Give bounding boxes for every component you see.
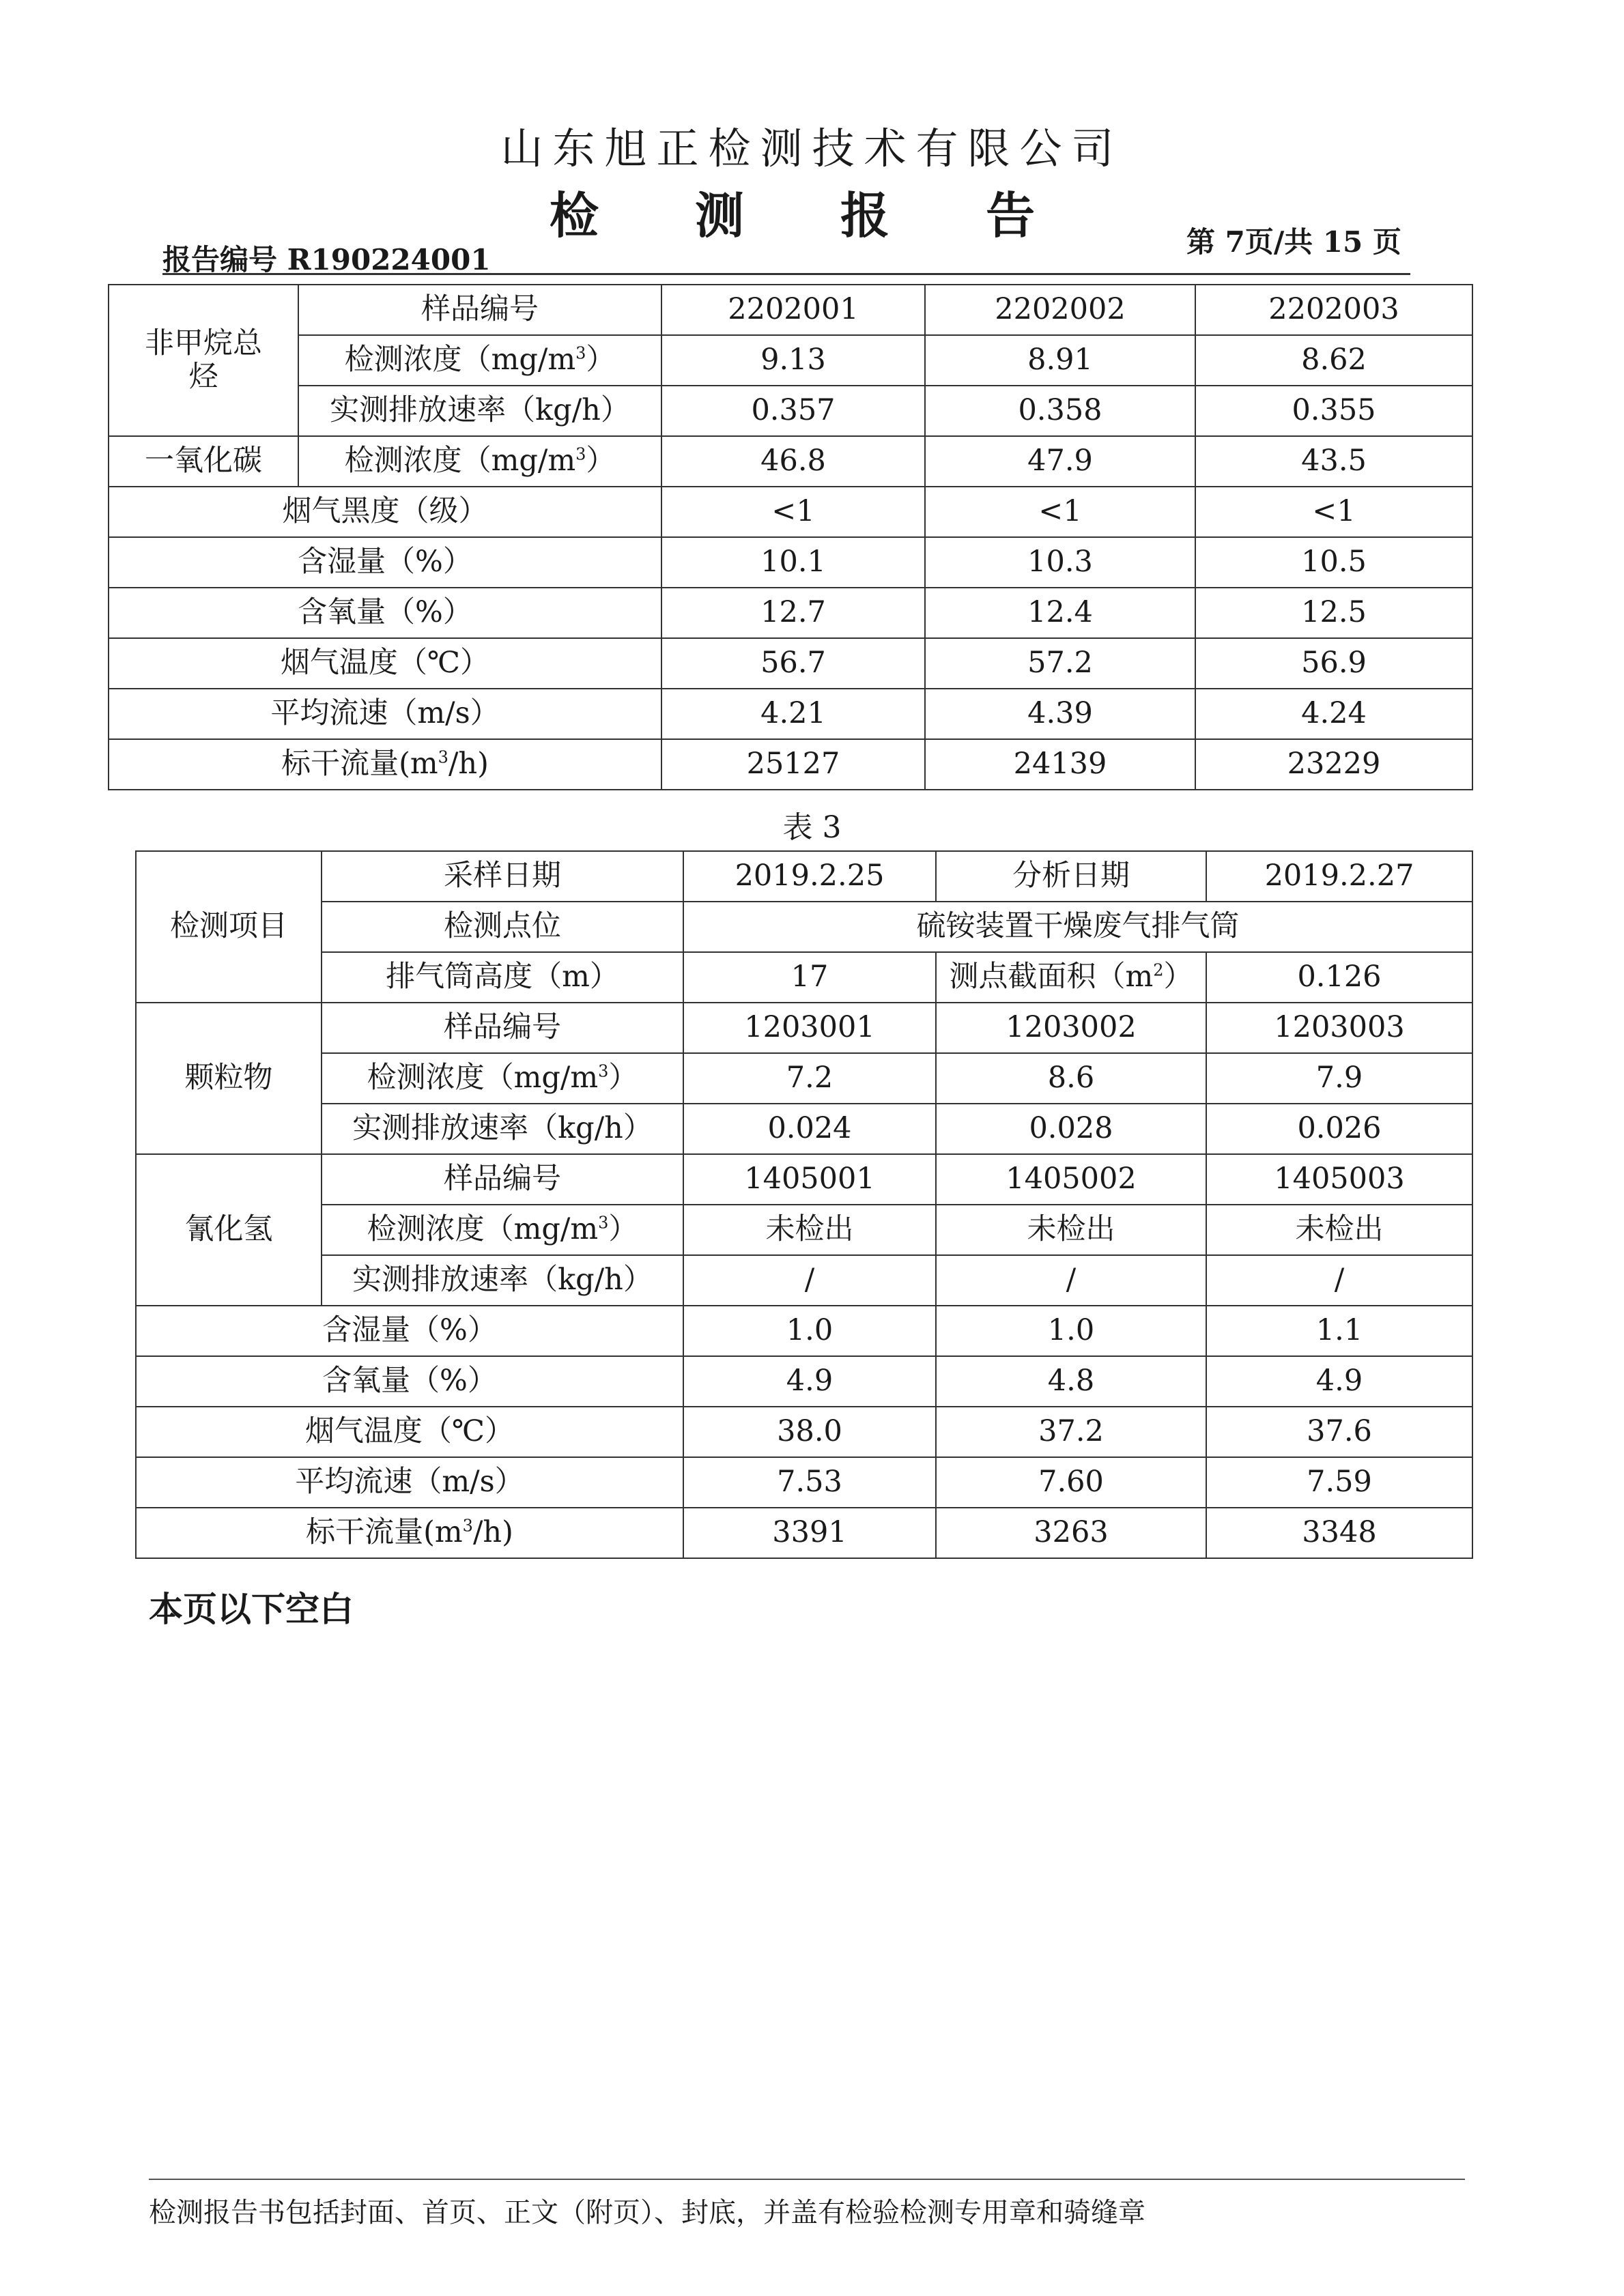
table-cell: <1: [925, 487, 1195, 537]
table-cell: 46.8: [661, 436, 925, 487]
monitoring-point: 硫铵装置干燥废气排气筒: [683, 902, 1472, 952]
results-table-continued: [108, 284, 1473, 790]
table-cell: 24139: [925, 739, 1195, 790]
table-cell: 1203002: [936, 1003, 1206, 1053]
row-label: 检测浓度$(mg/m^3)$: [322, 1053, 683, 1104]
table-cell: 1203003: [1206, 1003, 1472, 1053]
row-label: 平均流速（m/s）: [109, 689, 661, 739]
table-caption: 表 3: [782, 810, 842, 845]
table-cell: 37.6: [1206, 1407, 1472, 1457]
row-label: 标干流量$(m^3/h)$: [109, 739, 661, 790]
table-cell: /: [1206, 1255, 1472, 1306]
row-label: 采样日期: [322, 851, 683, 902]
table-cell: 12.5: [1195, 588, 1472, 638]
table-cell: /: [936, 1255, 1206, 1306]
row-label: 样品编号: [322, 1154, 683, 1205]
table-cell: 47.9: [925, 436, 1195, 487]
table-cell: 1405003: [1206, 1154, 1472, 1205]
table-row: [109, 689, 1472, 739]
table-cell: 4.9: [683, 1356, 936, 1407]
table-row: [136, 902, 1472, 952]
row-label: 烟气黑度（级）: [109, 487, 661, 537]
table-cell: 未检出: [936, 1205, 1206, 1255]
table-row: [136, 1356, 1472, 1407]
row-label: 烟气温度（℃）: [109, 638, 661, 689]
table-cell: 1405001: [683, 1154, 936, 1205]
row-label: 烟气温度（℃）: [136, 1407, 683, 1457]
table-cell: 1203001: [683, 1003, 936, 1053]
table-row: [109, 638, 1472, 689]
table-row: [136, 1205, 1472, 1255]
footer-divider: [149, 2179, 1465, 2180]
table-cell: <1: [661, 487, 925, 537]
row-label: 检测浓度$(mg/m^3)$: [298, 335, 661, 386]
table-cell: 3348: [1206, 1508, 1472, 1558]
blank-page-note: 本页以下空白: [149, 1590, 354, 1629]
table-cell: <1: [1195, 487, 1472, 537]
table-cell: 4.39: [925, 689, 1195, 739]
table-cell: 7.2: [683, 1053, 936, 1104]
table-cell: 10.5: [1195, 537, 1472, 588]
table-cell: 57.2: [925, 638, 1195, 689]
row-label: 检测浓度$(mg/m^3)$: [298, 436, 661, 487]
table-row: [136, 1154, 1472, 1205]
table-cell: 8.62: [1195, 335, 1472, 386]
table-cell: 0.028: [936, 1104, 1206, 1154]
table-cell: 2202003: [1195, 285, 1472, 335]
table-row: [136, 1457, 1472, 1508]
row-label: 含氧量（%）: [136, 1356, 683, 1407]
table-row: [109, 537, 1472, 588]
row-label: 含湿量（%）: [109, 537, 661, 588]
table-row: [136, 1306, 1472, 1356]
table-row: [136, 851, 1472, 902]
item-particulate: 颗粒物: [136, 1003, 322, 1154]
table-cell: 56.9: [1195, 638, 1472, 689]
item-header: 检测项目: [136, 851, 322, 1003]
row-label: 实测排放速率（kg/h）: [298, 386, 661, 436]
table-cell: 8.91: [925, 335, 1195, 386]
table-cell: 0.355: [1195, 386, 1472, 436]
table-row: [109, 335, 1472, 386]
table-cell: 未检出: [1206, 1205, 1472, 1255]
table-cell: 12.4: [925, 588, 1195, 638]
item-nmhc: 非甲烷总烃: [109, 285, 298, 436]
cross-section-area: 0.126: [1206, 952, 1472, 1003]
sampling-date: 2019.2.25: [683, 851, 936, 902]
table-row: [109, 285, 1472, 335]
table-row: [109, 588, 1472, 638]
analysis-date: 2019.2.27: [1206, 851, 1472, 902]
row-label: 平均流速（m/s）: [136, 1457, 683, 1508]
table-row: [136, 1053, 1472, 1104]
row-label: 分析日期: [936, 851, 1206, 902]
table-row: [136, 1255, 1472, 1306]
table-cell: 0.358: [925, 386, 1195, 436]
table-cell: 38.0: [683, 1407, 936, 1457]
table-cell: 2202001: [661, 285, 925, 335]
table-cell: 7.53: [683, 1457, 936, 1508]
table-cell: 8.6: [936, 1053, 1206, 1104]
table-cell: 1.0: [936, 1306, 1206, 1356]
table-cell: 4.8: [936, 1356, 1206, 1407]
row-label: 排气筒高度（m）: [322, 952, 683, 1003]
table-cell: 23229: [1195, 739, 1472, 790]
table-cell: 0.357: [661, 386, 925, 436]
row-label: 标干流量$(m^3/h)$: [136, 1508, 683, 1558]
item-co: 一氧化碳: [109, 436, 298, 487]
row-label: 样品编号: [322, 1003, 683, 1053]
table-cell: 未检出: [683, 1205, 936, 1255]
footer-note: 检测报告书包括封面、首页、正文（附页）、封底，并盖有检验检测专用章和骑缝章: [149, 2197, 1145, 2228]
row-label: 样品编号: [298, 285, 661, 335]
table-cell: 9.13: [661, 335, 925, 386]
table-cell: 43.5: [1195, 436, 1472, 487]
table-row: [136, 1407, 1472, 1457]
table-cell: 1.0: [683, 1306, 936, 1356]
table-cell: 12.7: [661, 588, 925, 638]
row-label: 检测浓度$(mg/m^3)$: [322, 1205, 683, 1255]
stack-height: 17: [683, 952, 936, 1003]
row-label: 测点截面积$(m^2)$: [936, 952, 1206, 1003]
table-cell: 7.59: [1206, 1457, 1472, 1508]
table-cell: 3391: [683, 1508, 936, 1558]
table-row: [109, 386, 1472, 436]
report-title: 检 测 报 告: [549, 186, 1075, 244]
table-cell: 1.1: [1206, 1306, 1472, 1356]
table-cell: 2202002: [925, 285, 1195, 335]
table-cell: 0.026: [1206, 1104, 1472, 1154]
table-cell: 10.3: [925, 537, 1195, 588]
row-label: 实测排放速率（kg/h）: [322, 1104, 683, 1154]
table-cell: /: [683, 1255, 936, 1306]
table-row: [109, 436, 1472, 487]
table-cell: 37.2: [936, 1407, 1206, 1457]
table-cell: 4.21: [661, 689, 925, 739]
table-cell: 7.60: [936, 1457, 1206, 1508]
table-cell: 0.024: [683, 1104, 936, 1154]
table-row: [136, 1104, 1472, 1154]
table-cell: 3263: [936, 1508, 1206, 1558]
header-divider: [162, 273, 1410, 275]
table-cell: 25127: [661, 739, 925, 790]
table-row: [136, 952, 1472, 1003]
report-number: 报告编号 R190224001: [162, 243, 491, 276]
table-cell: 7.9: [1206, 1053, 1472, 1104]
table-cell: 10.1: [661, 537, 925, 588]
table-cell: 56.7: [661, 638, 925, 689]
table-cell: 1405002: [936, 1154, 1206, 1205]
table-cell: 4.9: [1206, 1356, 1472, 1407]
row-label: 实测排放速率（kg/h）: [322, 1255, 683, 1306]
row-label: 含湿量（%）: [136, 1306, 683, 1356]
results-table-3: [135, 850, 1473, 1559]
page-number: 第 7页/共 15 页: [1186, 225, 1401, 259]
table-row: [136, 1003, 1472, 1053]
row-label: 含氧量（%）: [109, 588, 661, 638]
company-name: 山东旭正检测技术有限公司: [500, 124, 1124, 173]
table-cell: 4.24: [1195, 689, 1472, 739]
row-label: 检测点位: [322, 902, 683, 952]
table-row: [136, 1508, 1472, 1558]
table-row: [109, 739, 1472, 790]
table-row: [109, 487, 1472, 537]
item-hcn: 氰化氢: [136, 1154, 322, 1306]
